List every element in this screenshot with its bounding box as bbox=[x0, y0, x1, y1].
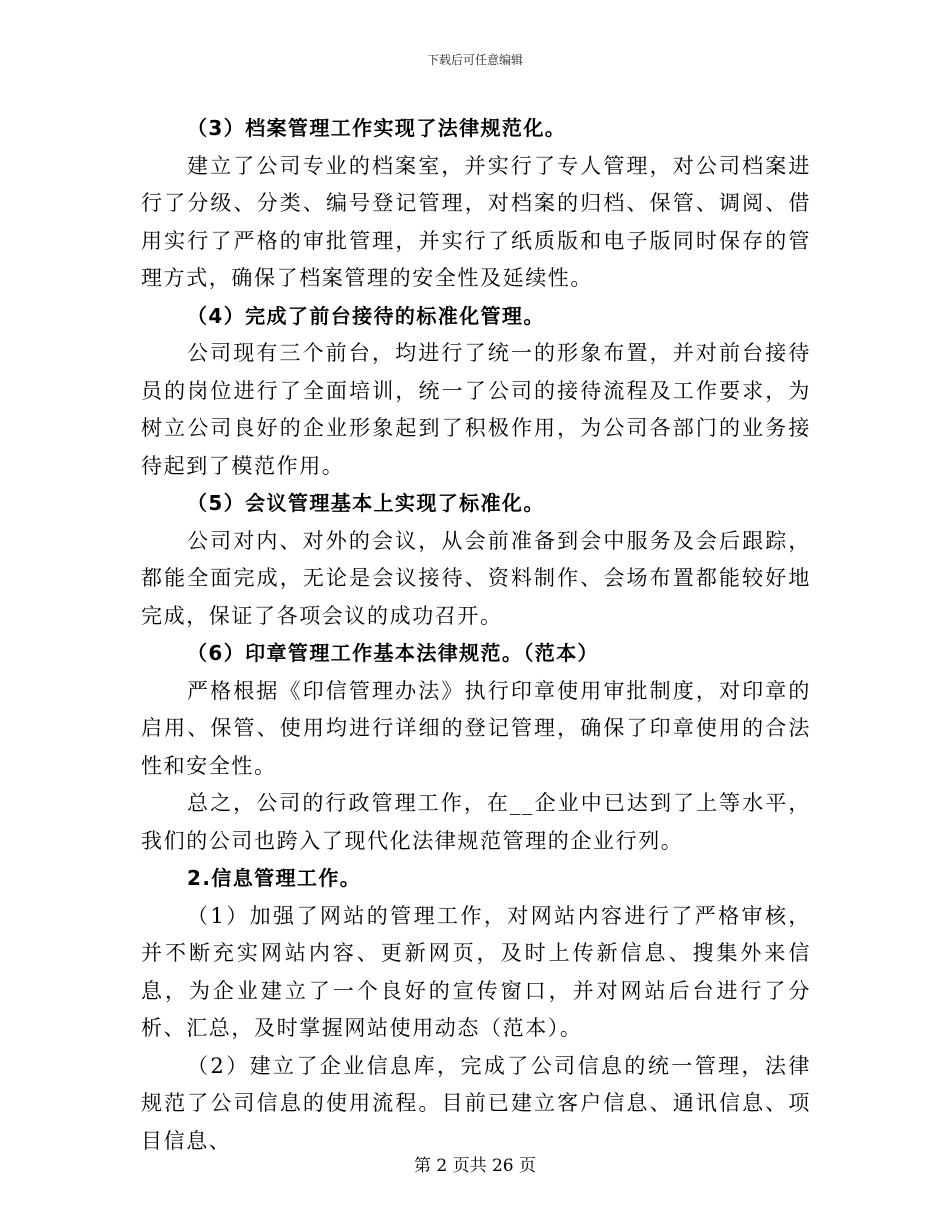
page-header: 下载后可任意编辑 bbox=[426, 53, 523, 67]
paragraph-seal: 严格根据《印信管理办法》执行印章使用审批制度，对印章的启用、保管、使用均进行详细的登记管理，确保了印章使用的合法性和安全性。 bbox=[141, 678, 811, 778]
paragraph-meeting: 公司对内、对外的会议，从会前准备到会中服务及会后跟踪，都能全面完成，无论是会议接待、资料制作、会场布置都能较好地完成，保证了各项会议的成功召开。 bbox=[141, 528, 811, 628]
page-number-footer: 第 2 页共 26 页 bbox=[413, 1156, 537, 1176]
document-body bbox=[141, 110, 811, 1160]
section-heading-info: 2.信息管理工作。 bbox=[187, 866, 362, 890]
paragraph-archive: 建立了公司专业的档案室，并实行了专人管理，对公司档案进行了分级、分类、编号登记管理，对档案的归档、保管、调阅、借用实行了严格的审批管理，并实行了纸质版和电子版同时保存的管理方式，确保了档案管理的安全性及延续性。 bbox=[141, 153, 811, 290]
paragraph-summary: 总之，公司的行政管理工作，在__企业中已达到了上等水平，我们的公司也跨入了现代化法律规范管理的企业行列。 bbox=[141, 791, 811, 853]
paragraph-info-database: （2）建立了企业信息库，完成了公司信息的统一管理，法律规范了公司信息的使用流程。目前已建立客户信息、通讯信息、项目信息、 bbox=[141, 1053, 811, 1153]
paragraph-reception: 公司现有三个前台，均进行了统一的形象布置，并对前台接待员的岗位进行了全面培训，统一了公司的接待流程及工作要求，为树立公司良好的企业形象起到了积极作用，为公司各部门的业务接待起到了模范作用。 bbox=[141, 341, 811, 478]
paragraph-website: （1）加强了网站的管理工作，对网站内容进行了严格审核，并不断充实网站内容、更新网页，及时上传新信息、搜集外来信息，为企业建立了一个良好的宣传窗口，并对网站后台进行了分析、汇总，及时掌握网站使用动态（范本）。 bbox=[141, 903, 811, 1040]
section-heading-archive: （3）档案管理工作实现了法律规范化。 bbox=[187, 116, 567, 140]
section-heading-seal: （6）印章管理工作基本法律规范。（范本） bbox=[187, 641, 599, 665]
section-heading-meeting: （5）会议管理基本上实现了标准化。 bbox=[187, 491, 545, 515]
section-heading-reception: （4）完成了前台接待的标准化管理。 bbox=[187, 303, 545, 328]
